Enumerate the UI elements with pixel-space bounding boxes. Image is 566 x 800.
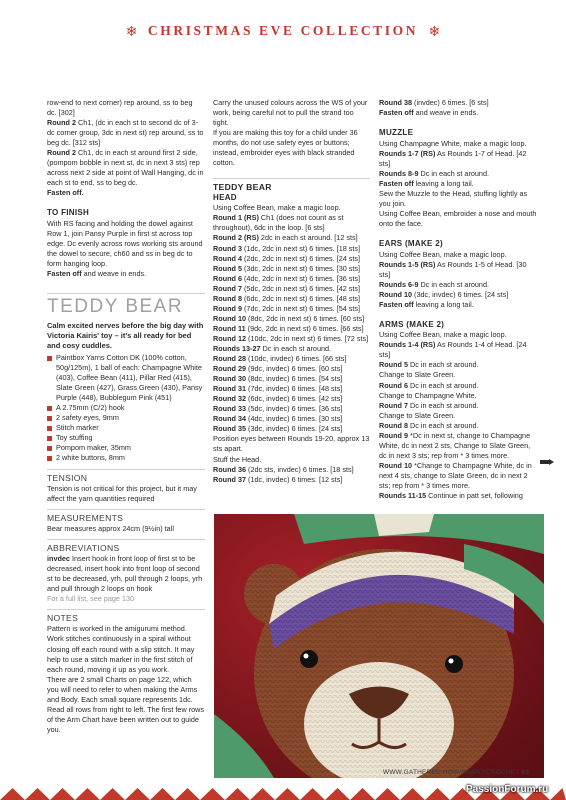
fasten-off: Fasten off and weave in ends. <box>379 108 479 118</box>
pattern-round: Round 31 (7dc, invdec) 6 times. [48 sts] <box>213 384 343 394</box>
finish-heading: TO FINISH <box>47 208 90 218</box>
pattern-round: Round 34 (4dc, invdec) 6 times. [30 sts] <box>213 414 343 424</box>
pattern-round: Round 37 (1dc, invdec) 6 times. [12 sts] <box>213 474 343 484</box>
pattern-round: Rounds 8-9 Dc in each st around. <box>379 168 490 178</box>
tension-text: Tension is not critical for this project, but it may affect the yarn quantities required <box>47 484 197 504</box>
material-item: Pompom maker, 35mm <box>47 443 205 453</box>
ears-heading: EARS (MAKE 2) <box>379 239 443 249</box>
column-left <box>47 98 205 735</box>
pattern-round: Rounds 1-5 (RS) As Rounds 1-5 of Head. [30 sts] <box>379 259 527 279</box>
muzzle-heading: MUZZLE <box>379 128 414 138</box>
fasten-off: Fasten off leaving a long tail. <box>379 178 474 188</box>
section-title: CHRISTMAS EVE COLLECTION <box>147 22 419 38</box>
pattern-round: Round 7 Dc in each st around. <box>379 400 479 410</box>
page-header <box>0 22 566 52</box>
page-footer <box>383 769 529 776</box>
pattern-round: Round 2 Ch1, dc in each st around first 2 side, (pompom bobble in next st, dc in next 3 sts) rep across next 2 side at point of Wall Hanging, dc in each st to end, ss to beg dc. <box>47 148 204 188</box>
pattern-round: Round 32 (6dc, invdec) 6 times. [42 sts] <box>213 394 343 404</box>
pattern-round: Round 10 (3dc, invdec) 6 times. [24 sts] <box>379 289 509 299</box>
abbreviations-note: For a full list, see page 130 <box>47 594 135 604</box>
footer-url: WWW.GATHERED.HOW/SIMPLYCROCHET <box>383 769 520 776</box>
material-item: 2 white buttons, 8mm <box>47 453 205 463</box>
head-heading: HEAD <box>213 192 237 202</box>
pattern-round: Rounds 13-27 Dc in each st around. <box>213 343 332 353</box>
continue-arrow-icon <box>540 459 554 465</box>
pattern-round: Round 12 (10dc, 2dc in next st) 6 times. [72 sts] <box>213 333 369 343</box>
pattern-round: Round 28 (10dc, invdec) 6 times. [66 sts] <box>213 354 347 364</box>
pattern-round: Round 6 Dc in each st around. <box>379 380 479 390</box>
head-rounds <box>213 213 370 434</box>
pattern-round: Round 8 (6dc, 2dc in next st) 6 times. [48 sts] <box>213 293 361 303</box>
pattern-round: Rounds 11-15 Continue in patt set, following <box>379 491 523 501</box>
colour-change: Change to Champagne White. <box>379 390 477 400</box>
pattern-round: Round 11 (9dc, 2dc in next st) 6 times. [66 sts] <box>213 323 364 333</box>
measurements-text: Bear measures approx 24cm (9½in) tall <box>47 524 174 534</box>
muzzle-intro: Using Champagne White, make a magic loop. <box>379 138 527 148</box>
material-item: Stitch marker <box>47 423 205 433</box>
material-item: Paintbox Yarns Cotton DK (100% cotton, 50g/125m), 1 ball of each: Champagne White (403), Coffee Bean (411), Pillar Red (415), Slate Green (427), Grass Green (430), Pansy Purple (448), Bubblegum Pink (451) <box>47 353 205 403</box>
material-item: A 2.75mm (C/2) hook <box>47 403 205 413</box>
fasten-off: Fasten off. <box>47 188 84 198</box>
column-middle <box>213 98 370 485</box>
pattern-round: Round 33 (5dc, invdec) 6 times. [36 sts] <box>213 404 343 414</box>
page-number: 63 <box>521 769 530 776</box>
notes-text: There are 2 small Charts on page 122, which you will need to refer to when making the Arms and Body. Each small square represents 1dc. Read all rows from right to left. The first few rows of the Arm Chart have been written out to guide you. <box>47 674 205 734</box>
abbreviation-entry: invdec Insert hook in front loop of first st to be decreased, insert hook into front loop of second st to be decreased, yrh, pull through 2 loops, yrh and pull through 2 loops on hook <box>47 554 203 594</box>
pattern-round: Round 5 (3dc, 2dc in next st) 6 times. [30 sts] <box>213 263 361 273</box>
pattern-round: Rounds 6-9 Dc in each st around. <box>379 279 490 289</box>
pattern-round: Round 9 *Dc in next st, change to Champagne White, dc in next 2 sts, Change to Slate Green, dc in next 3 sts; rep from * 3 times more. <box>379 430 531 460</box>
pattern-intro: Calm excited nerves before the big day with Victoria Kairis' toy – it's all ready for bed and cosy cuddles. <box>47 321 204 351</box>
pattern-round: Rounds 1-7 (RS) As Rounds 1-7 of Head. [42 sts] <box>379 148 527 168</box>
text-line: row-end to next corner) rep around, ss to beg <box>47 98 193 107</box>
text-paragraph: Carry the unused colours across the WS of your work, being careful not to pull the strand too tight. <box>213 98 368 128</box>
muzzle-sew: Sew the Muzzle to the Head, stuffing lightly as you join. <box>379 188 528 208</box>
arms-heading: ARMS (MAKE 2) <box>379 319 445 329</box>
pattern-round: Round 8 Dc in each st around. <box>379 420 479 430</box>
colour-change: Change to Slate Green. <box>379 410 456 420</box>
pattern-round: Round 30 (8dc, invdec) 6 times. [54 sts] <box>213 374 343 384</box>
pattern-round: Round 3 (1dc, 2dc in next st) 6 times. [18 sts] <box>213 243 361 253</box>
teddy-bear-photo <box>214 514 544 778</box>
colour-change: Change to Slate Green. <box>379 370 456 380</box>
pattern-round: Round 36 (2dc sts, invdec) 6 times. [18 sts] <box>213 464 354 474</box>
pattern-round: Round 35 (3dc, invdec) 6 times. [24 sts] <box>213 424 343 434</box>
text-line: dc. [302] <box>47 108 75 118</box>
head-intro: Using Coffee Bean, make a magic loop. <box>213 203 341 213</box>
pattern-round: Round 4 (2dc, 2dc in next st) 6 times. [24 sts] <box>213 253 361 263</box>
teddy-heading: TEDDY BEAR <box>213 178 370 193</box>
material-item: Toy stuffing <box>47 433 205 443</box>
material-item: 2 safety eyes, 9mm <box>47 413 205 423</box>
snowflake-icon: ❄ <box>125 22 138 39</box>
text-paragraph: If you are making this toy for a child under 36 months, do not use safety eyes or buttons; instead, embroider eyes with black stranded cotton. <box>213 128 358 168</box>
pattern-round: Round 5 Dc in each st around. <box>379 360 479 370</box>
pattern-round: Round 6 (4dc, 2dc in next st) 6 times. [36 sts] <box>213 273 361 283</box>
position-eyes: Position eyes between Rounds 19-20, approx 13 sts apart. <box>213 434 370 454</box>
notes-text: Pattern is worked in the amigurumi method. Work stitches continuously in a spiral without closing off each round with a slip stitch. It may help to use a stitch marker in the first stitch of each round, moving it up as you work. <box>47 624 195 674</box>
muzzle-embroider: Using Coffee Bean, embroider a nose and mouth onto the face. <box>379 208 537 228</box>
arms-intro: Using Coffee Bean, make a magic loop. <box>379 330 507 340</box>
stuff-head: Stuff the Head. <box>213 454 262 464</box>
column-right <box>379 98 539 501</box>
notes-heading: NOTES <box>47 609 205 624</box>
pattern-round: Round 38 (invdec) 6 times. [6 sts] <box>379 98 489 107</box>
pattern-round: Round 10 *Change to Champagne White, dc in next 4 sts, change to Slate Green, dc in next 2 sts; rep from * 3 times more. <box>379 460 532 490</box>
ears-intro: Using Coffee Bean, make a magic loop. <box>379 249 507 259</box>
fasten-off: Fasten off leaving a long tail. <box>379 299 474 309</box>
pattern-round: Round 1 (RS) Ch1 (does not count as st throughout), 6dc in the loop. [6 sts] <box>213 213 344 233</box>
pattern-round: Round 29 (9dc, invdec) 6 times. [60 sts] <box>213 364 343 374</box>
pattern-round: Round 7 (5dc, 2dc in next st) 6 times. [42 sts] <box>213 283 361 293</box>
abbreviations-heading: ABBREVIATIONS <box>47 539 205 554</box>
pattern-round: Round 2 (RS) 2dc in each st around. [12 sts] <box>213 233 358 243</box>
measurements-heading: MEASUREMENTS <box>47 509 205 524</box>
finish-text: With RS facing and holding the dowel against Row 1, join Pansy Purple in first st across top edge. Dc evenly across rows working sts around the dowel to secure, ch60 and ss in beg dc to form hanging loop. <box>47 218 203 269</box>
pattern-round: Round 2 Ch1, (dc in each st to second dc of 3-dc corner group, 3dc in next st) rep around, ss to beg dc. [312 sts] <box>47 118 204 148</box>
pattern-round: Round 9 (7dc, 2dc in next st) 6 times. [54 sts] <box>213 303 361 313</box>
pattern-round: Rounds 1-4 (RS) As Rounds 1-4 of Head. [24 sts] <box>379 340 527 360</box>
snowflake-icon: ❄ <box>428 22 441 39</box>
materials-list <box>47 353 205 464</box>
pattern-title: TEDDY BEAR <box>47 293 205 318</box>
tension-heading: TENSION <box>47 469 205 484</box>
watermark: PassionForum.ru <box>466 784 549 795</box>
pattern-round: Round 10 (8dc, 2dc in next st) 6 times. [60 sts] <box>213 313 365 323</box>
finish-fasten: Fasten off and weave in ends. <box>47 269 147 279</box>
